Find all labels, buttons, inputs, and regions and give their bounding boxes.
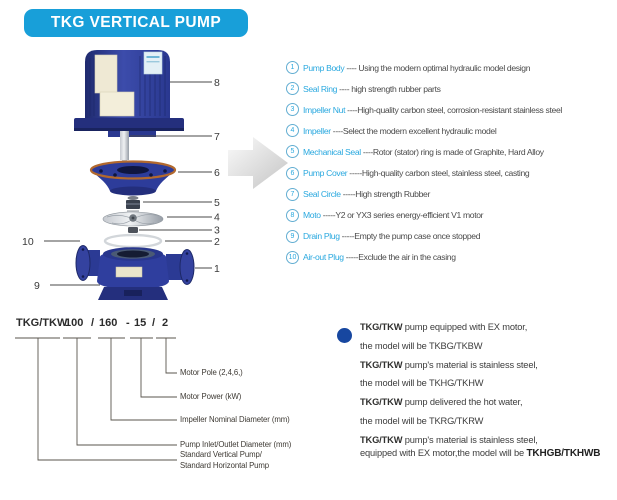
part-list-item xyxy=(286,78,617,99)
parts-description-list xyxy=(286,57,617,268)
model-code-series: TKG/TKW xyxy=(16,317,68,329)
callout-number: 1 xyxy=(214,263,220,275)
circled-number: 8 xyxy=(286,209,299,222)
label-standard-vertical: Standard Vertical Pump/ xyxy=(180,449,262,459)
impeller-illustration xyxy=(103,212,163,226)
drain-plug-illustration xyxy=(98,287,168,300)
note-line: TKG/TKW pump delivered the hot water, xyxy=(360,397,523,408)
part-description: ----High-quality carbon steel, corrosion-resistant stainless steel xyxy=(345,104,562,115)
model-code-separator: / xyxy=(91,317,95,329)
callout-number: 5 xyxy=(214,197,220,209)
part-list-item xyxy=(286,57,617,78)
part-list-item xyxy=(286,226,617,247)
bullet-icon xyxy=(337,328,352,343)
note-line: equipped with EX motor,the model will be TKHGB/TKHWB xyxy=(360,447,601,459)
part-name: Moto xyxy=(303,210,321,221)
model-code-impeller: 160 xyxy=(99,317,118,329)
model-code-pole: 2 xyxy=(162,317,169,329)
part-name: Mechanical Seal xyxy=(303,146,361,157)
part-name: Pump Cover xyxy=(303,168,348,179)
circled-number: 2 xyxy=(286,82,299,95)
model-code-separator: / xyxy=(152,317,156,329)
part-description: -----Exclude the air in the casing xyxy=(343,252,456,263)
circled-number: 7 xyxy=(286,188,299,201)
part-name: Air-out Plug xyxy=(303,252,344,263)
part-description: -----High strength Rubber xyxy=(340,189,430,200)
callout-number: 9 xyxy=(34,280,40,292)
mechanical-seal-illustration xyxy=(126,196,140,216)
part-name: Impeller Nut xyxy=(303,104,346,115)
impeller-nut-illustration xyxy=(128,227,138,233)
callout-lines xyxy=(44,82,212,285)
circled-number: 9 xyxy=(286,230,299,243)
note-line: TKG/TKW pump's material is stainless steel, xyxy=(360,434,538,445)
part-description: ----Rotor (stator) ring is made of Graphite, Hard Alloy xyxy=(360,146,544,157)
circled-number: 5 xyxy=(286,145,299,158)
circled-number: 1 xyxy=(286,61,299,74)
part-name: Seal Ring xyxy=(303,83,338,94)
part-list-item xyxy=(286,120,617,141)
part-description: ----Select the modern excellent hydraulic model xyxy=(330,125,497,136)
part-list-item xyxy=(286,162,617,183)
callout-number: 10 xyxy=(22,236,34,248)
part-description: -----Empty the pump case once stopped xyxy=(339,231,481,242)
pump-body-illustration xyxy=(76,246,194,301)
circled-number: 6 xyxy=(286,167,299,180)
circled-number: 4 xyxy=(286,124,299,137)
circled-number: 10 xyxy=(286,251,299,264)
callout-number: 4 xyxy=(214,211,220,224)
seal-ring-illustration xyxy=(105,235,161,247)
model-code-separator: - xyxy=(126,317,130,329)
part-name: Seal Circle xyxy=(303,189,341,200)
pump-cover-illustration xyxy=(91,162,175,196)
page-title-banner xyxy=(24,9,248,37)
part-list-item xyxy=(286,247,617,268)
part-list-item xyxy=(286,184,617,205)
part-description: -----High-quality carbon steel, stainless steel, casting xyxy=(347,168,530,179)
label-inlet-outlet: Pump Inlet/Outlet Diameter (mm) xyxy=(180,440,292,449)
note-line: TKG/TKW pump's material is stainless steel, xyxy=(360,359,538,370)
note-line: the model will be TKRG/TKRW xyxy=(360,415,484,426)
nomenclature-lines xyxy=(15,338,177,460)
label-motor-pole: Motor Pole (2,4,6,) xyxy=(180,368,243,377)
part-list-item xyxy=(286,141,617,162)
callout-number: 3 xyxy=(214,224,220,237)
shaft-illustration xyxy=(120,131,129,167)
part-list-item xyxy=(286,205,617,226)
note-line: the model will be TKBG/TKBW xyxy=(360,340,483,351)
part-name: Impeller xyxy=(303,125,331,136)
circled-number: 3 xyxy=(286,103,299,116)
part-name: Drain Plug xyxy=(303,231,340,242)
part-list-item xyxy=(286,99,617,120)
part-description: ---- high strength rubber parts xyxy=(337,83,441,94)
callout-number: 2 xyxy=(214,236,220,248)
part-description: ---- Using the modern optimal hydraulic model design xyxy=(344,62,531,73)
model-code-inlet: 100 xyxy=(65,317,84,329)
model-code-power: 15 xyxy=(134,317,147,329)
part-name: Pump Body xyxy=(303,62,345,73)
label-standard-horizontal: Standard Horizontal Pump xyxy=(180,460,270,470)
page-title: TKG VERTICAL PUMP xyxy=(50,14,222,31)
label-motor-power: Motor Power (kW) xyxy=(180,391,242,401)
model-variant-notes xyxy=(360,322,615,467)
note-line: TKG/TKW pump equipped with EX motor, xyxy=(360,322,528,332)
callout-number: 8 xyxy=(214,77,220,89)
motor-illustration xyxy=(74,50,184,137)
callout-number: 6 xyxy=(214,167,220,179)
label-impeller-diameter: Impeller Nominal Diameter (mm) xyxy=(180,415,290,424)
callout-number: 7 xyxy=(214,131,220,143)
note-line: the model will be TKHG/TKHW xyxy=(360,378,484,389)
arrow-right-icon xyxy=(228,137,288,189)
part-description: -----Y2 or YX3 series energy-efficient V1 motor xyxy=(320,210,484,221)
